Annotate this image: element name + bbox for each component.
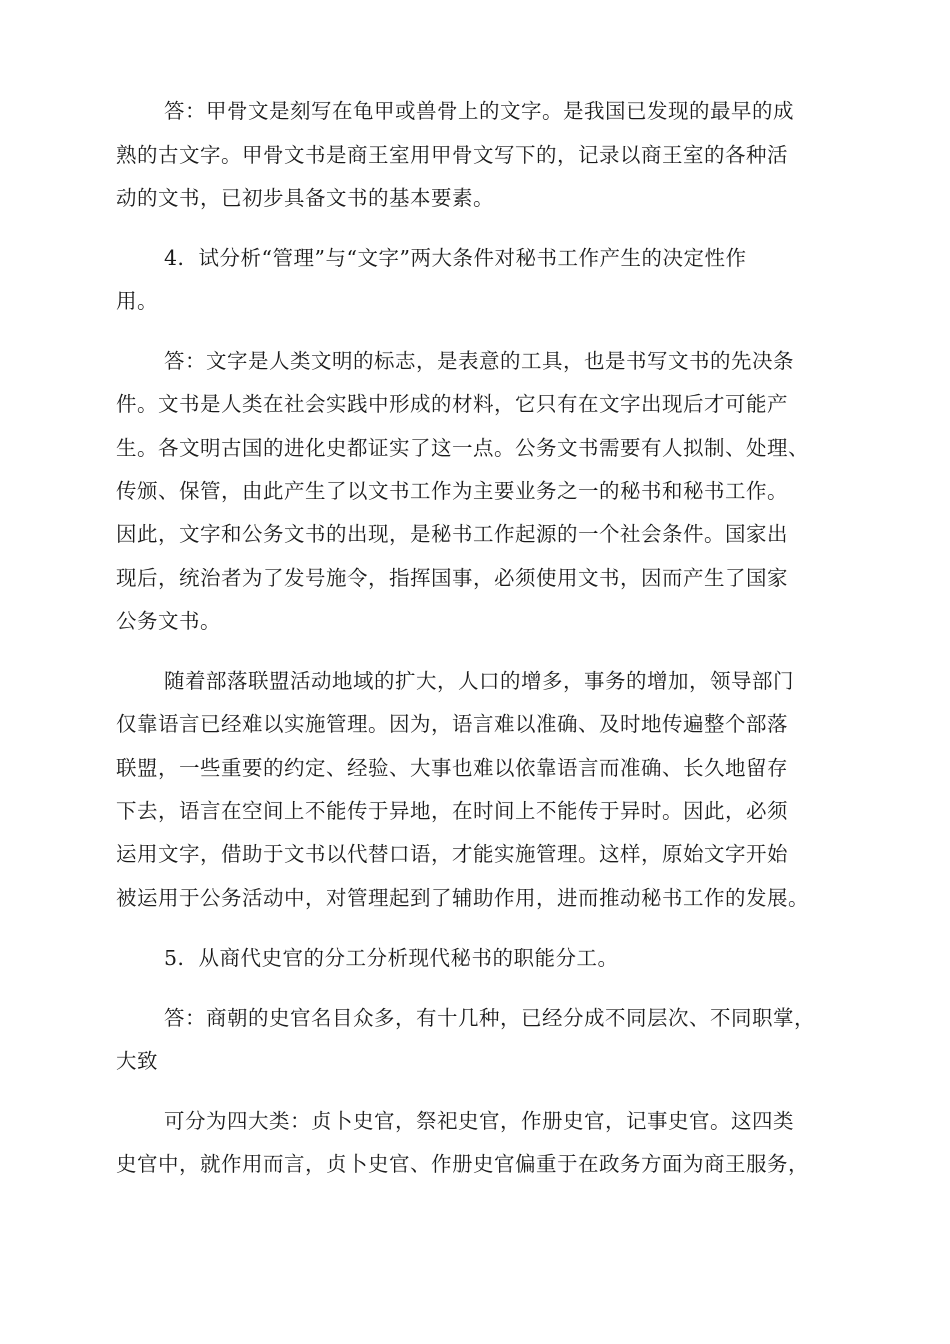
answer-5-line-2: 大致 (116, 1049, 158, 1073)
question-4-line-1: 4．试分析“管理”与“文字”两大条件对秘书工作产生的决定性作 (164, 246, 747, 270)
answer-4-line-4: 传颁、保管，由此产生了以文书工作为主要业务之一的秘书和秘书工作。 (116, 479, 788, 503)
answer-4-line-2: 件。文书是人类在社会实践中形成的材料，它只有在文字出现后才可能产 (116, 392, 788, 416)
answer-4b-line-6: 被运用于公务活动中，对管理起到了辅助作用，进而推动秘书工作的发展。 (116, 886, 809, 910)
answer-4b-line-2: 仅靠语言已经难以实施管理。因为，语言难以准确、及时地传遍整个部落 (116, 712, 788, 736)
paragraph-1-line-2: 熟的古文字。甲骨文书是商王室用甲骨文写下的，记录以商王室的各种活 (116, 143, 788, 167)
answer-4b-line-5: 运用文字，借助于文书以代替口语，才能实施管理。这样，原始文字开始 (116, 842, 788, 866)
answer-4b-line-1: 随着部落联盟活动地域的扩大，人口的增多，事务的增加，领导部门 (164, 669, 794, 693)
answer-4-line-3: 生。各文明古国的进化史都证实了这一点。公务文书需要有人拟制、处理、 (116, 436, 809, 460)
answer-4-line-7: 公务文书。 (116, 609, 221, 633)
paragraph-1-line-3: 动的文书，已初步具备文书的基本要素。 (116, 186, 494, 210)
answer-4b-line-4: 下去，语言在空间上不能传于异地，在时间上不能传于异时。因此，必须 (116, 799, 788, 823)
answer-4b-line-3: 联盟，一些重要的约定、经验、大事也难以依靠语言而准确、长久地留存 (116, 756, 788, 780)
question-5-line-1: 5．从商代史官的分工分析现代秘书的职能分工。 (164, 946, 619, 970)
answer-5b-line-1: 可分为四大类：贞卜史官，祭祀史官，作册史官，记事史官。这四类 (164, 1109, 794, 1133)
answer-5-line-1: 答：商朝的史官名目众多，有十几种，已经分成不同层次、不同职掌， (164, 1006, 815, 1030)
answer-4-line-6: 现后，统治者为了发号施令，指挥国事，必须使用文书，因而产生了国家 (116, 566, 788, 590)
answer-4-line-5: 因此，文字和公务文书的出现，是秘书工作起源的一个社会条件。国家出 (116, 522, 788, 546)
answer-4-line-1: 答：文字是人类文明的标志，是表意的工具，也是书写文书的先决条 (164, 349, 794, 373)
paragraph-1-line-1: 答：甲骨文是刻写在龟甲或兽骨上的文字。是我国已发现的最早的成 (164, 99, 794, 123)
answer-5b-line-2: 史官中，就作用而言，贞卜史官、作册史官偏重于在政务方面为商王服务， (116, 1152, 809, 1176)
question-4-line-2: 用。 (116, 289, 158, 313)
